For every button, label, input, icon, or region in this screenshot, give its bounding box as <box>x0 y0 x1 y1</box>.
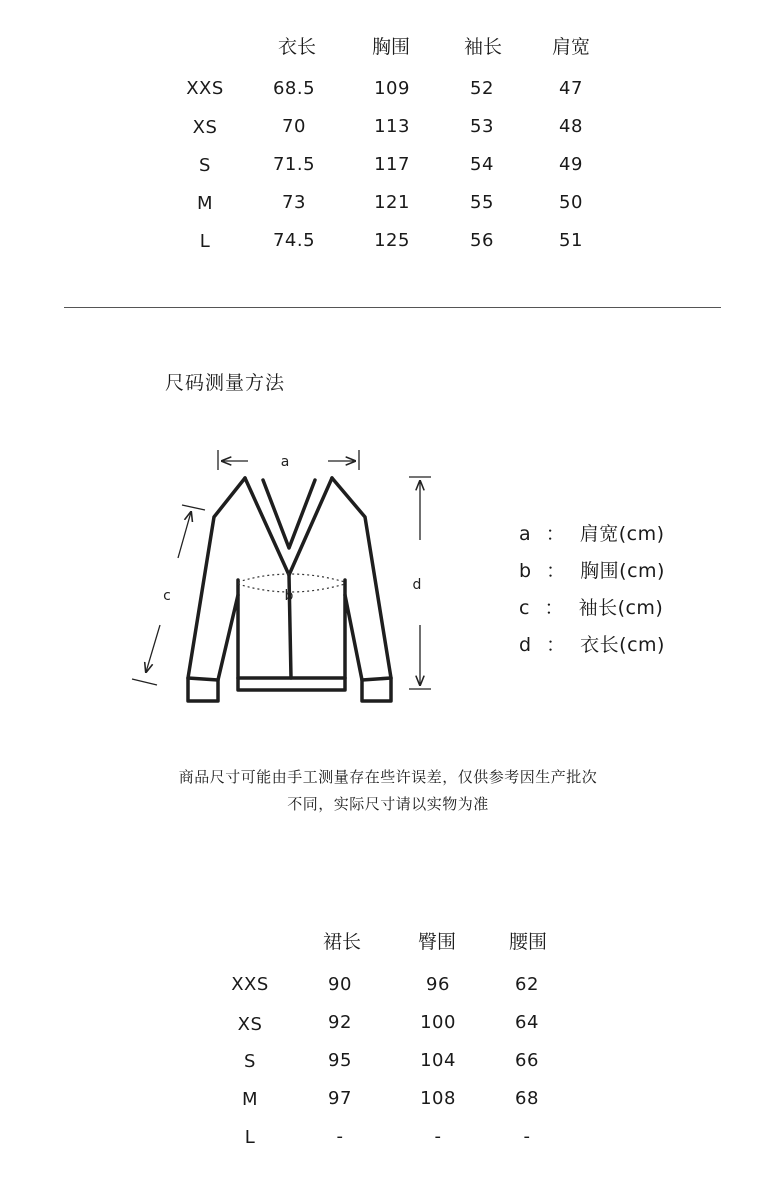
header-length: 衣长 <box>277 36 317 58</box>
table-cell: 109 <box>374 78 410 99</box>
size-label: XS <box>237 1014 263 1035</box>
table-cell: 64 <box>515 1012 539 1033</box>
table-cell: 54 <box>470 154 494 175</box>
table-cell: 74.5 <box>272 230 316 251</box>
legend-key: c <box>519 597 530 619</box>
header-shoulder: 肩宽 <box>551 36 591 58</box>
size-label: XXS <box>186 78 224 99</box>
table-cell: 52 <box>470 78 494 99</box>
disclaimer-line-2: 不同，实际尺寸请以实物为准 <box>287 795 489 813</box>
table-cell: 68 <box>515 1088 539 1109</box>
header-waist: 腰围 <box>508 931 548 953</box>
header-hip: 臀围 <box>417 931 457 953</box>
table-cell: 73 <box>282 192 306 213</box>
label-c: c <box>163 588 171 604</box>
table-cell: 70 <box>282 116 306 137</box>
size-label: XXS <box>231 974 269 995</box>
size-label: XS <box>192 117 218 138</box>
table-cell: 121 <box>374 192 410 213</box>
sleeve-arrow-bottom <box>146 625 160 672</box>
header-sleeve: 袖长 <box>463 36 503 58</box>
table-cell: 53 <box>470 116 494 137</box>
size-label: M <box>196 193 214 214</box>
header-chest: 胸围 <box>371 36 411 58</box>
table-cell: 68.5 <box>272 78 316 99</box>
size-label: M <box>241 1089 259 1110</box>
sleeve-tick-top <box>182 505 205 510</box>
table-cell: 50 <box>559 192 583 213</box>
legend-key: d <box>519 634 532 656</box>
label-b: b <box>284 588 294 604</box>
table-cell: 108 <box>420 1088 456 1109</box>
table-cell: 47 <box>559 78 583 99</box>
legend-label: 胸围(cm) <box>580 560 665 582</box>
table-cell: 104 <box>420 1050 456 1071</box>
table-cell: 62 <box>515 974 539 995</box>
size-label: L <box>199 231 211 252</box>
table-cell: 92 <box>328 1012 352 1033</box>
table-cell: 56 <box>470 230 494 251</box>
size-label: S <box>199 155 211 176</box>
chest-measure-line <box>238 574 345 582</box>
table-cell: 90 <box>328 974 352 995</box>
table-cell: 117 <box>374 154 410 175</box>
table-cell: 66 <box>515 1050 539 1071</box>
header-skirt-length: 裙长 <box>322 931 362 953</box>
table-cell: 100 <box>420 1012 456 1033</box>
label-a: a <box>280 454 290 470</box>
table-cell: 95 <box>328 1050 352 1071</box>
size-label: L <box>244 1127 256 1148</box>
legend-key: a <box>519 523 532 545</box>
table-cell: 97 <box>328 1088 352 1109</box>
legend-item-c <box>519 593 663 620</box>
legend-label: 袖长(cm) <box>578 597 664 619</box>
table-cell: 48 <box>559 116 583 137</box>
section-title: 尺码测量方法 <box>165 372 286 394</box>
label-d: d <box>412 577 422 593</box>
table-cell: 96 <box>426 974 450 995</box>
size-label: S <box>244 1051 256 1072</box>
table-cell: 125 <box>374 230 410 251</box>
legend-item-d <box>519 630 665 657</box>
legend-item-a <box>519 519 665 546</box>
legend-label: 衣长(cm) <box>580 634 665 656</box>
sleeve-arrow-top <box>178 512 191 558</box>
table-cell: 49 <box>559 154 583 175</box>
table-cell: 71.5 <box>272 154 316 175</box>
disclaimer-line-1: 商品尺寸可能由手工测量存在些许误差，仅供参考因生产批次 <box>178 768 598 786</box>
legend-sep: ： <box>546 634 566 656</box>
table-cell: 51 <box>559 230 583 251</box>
legend-label: 肩宽(cm) <box>579 523 665 545</box>
legend-sep: ： <box>544 597 565 619</box>
table-cell: - <box>434 1126 442 1147</box>
table-cell: 55 <box>470 192 494 213</box>
legend-key: b <box>519 560 532 582</box>
table-cell: - <box>523 1126 531 1147</box>
legend-sep: ： <box>545 523 566 545</box>
table-cell: - <box>336 1126 344 1147</box>
legend-item-b <box>519 556 665 583</box>
legend-sep: ： <box>546 560 566 582</box>
sleeve-tick-bottom <box>132 679 157 685</box>
table-cell: 113 <box>374 116 410 137</box>
